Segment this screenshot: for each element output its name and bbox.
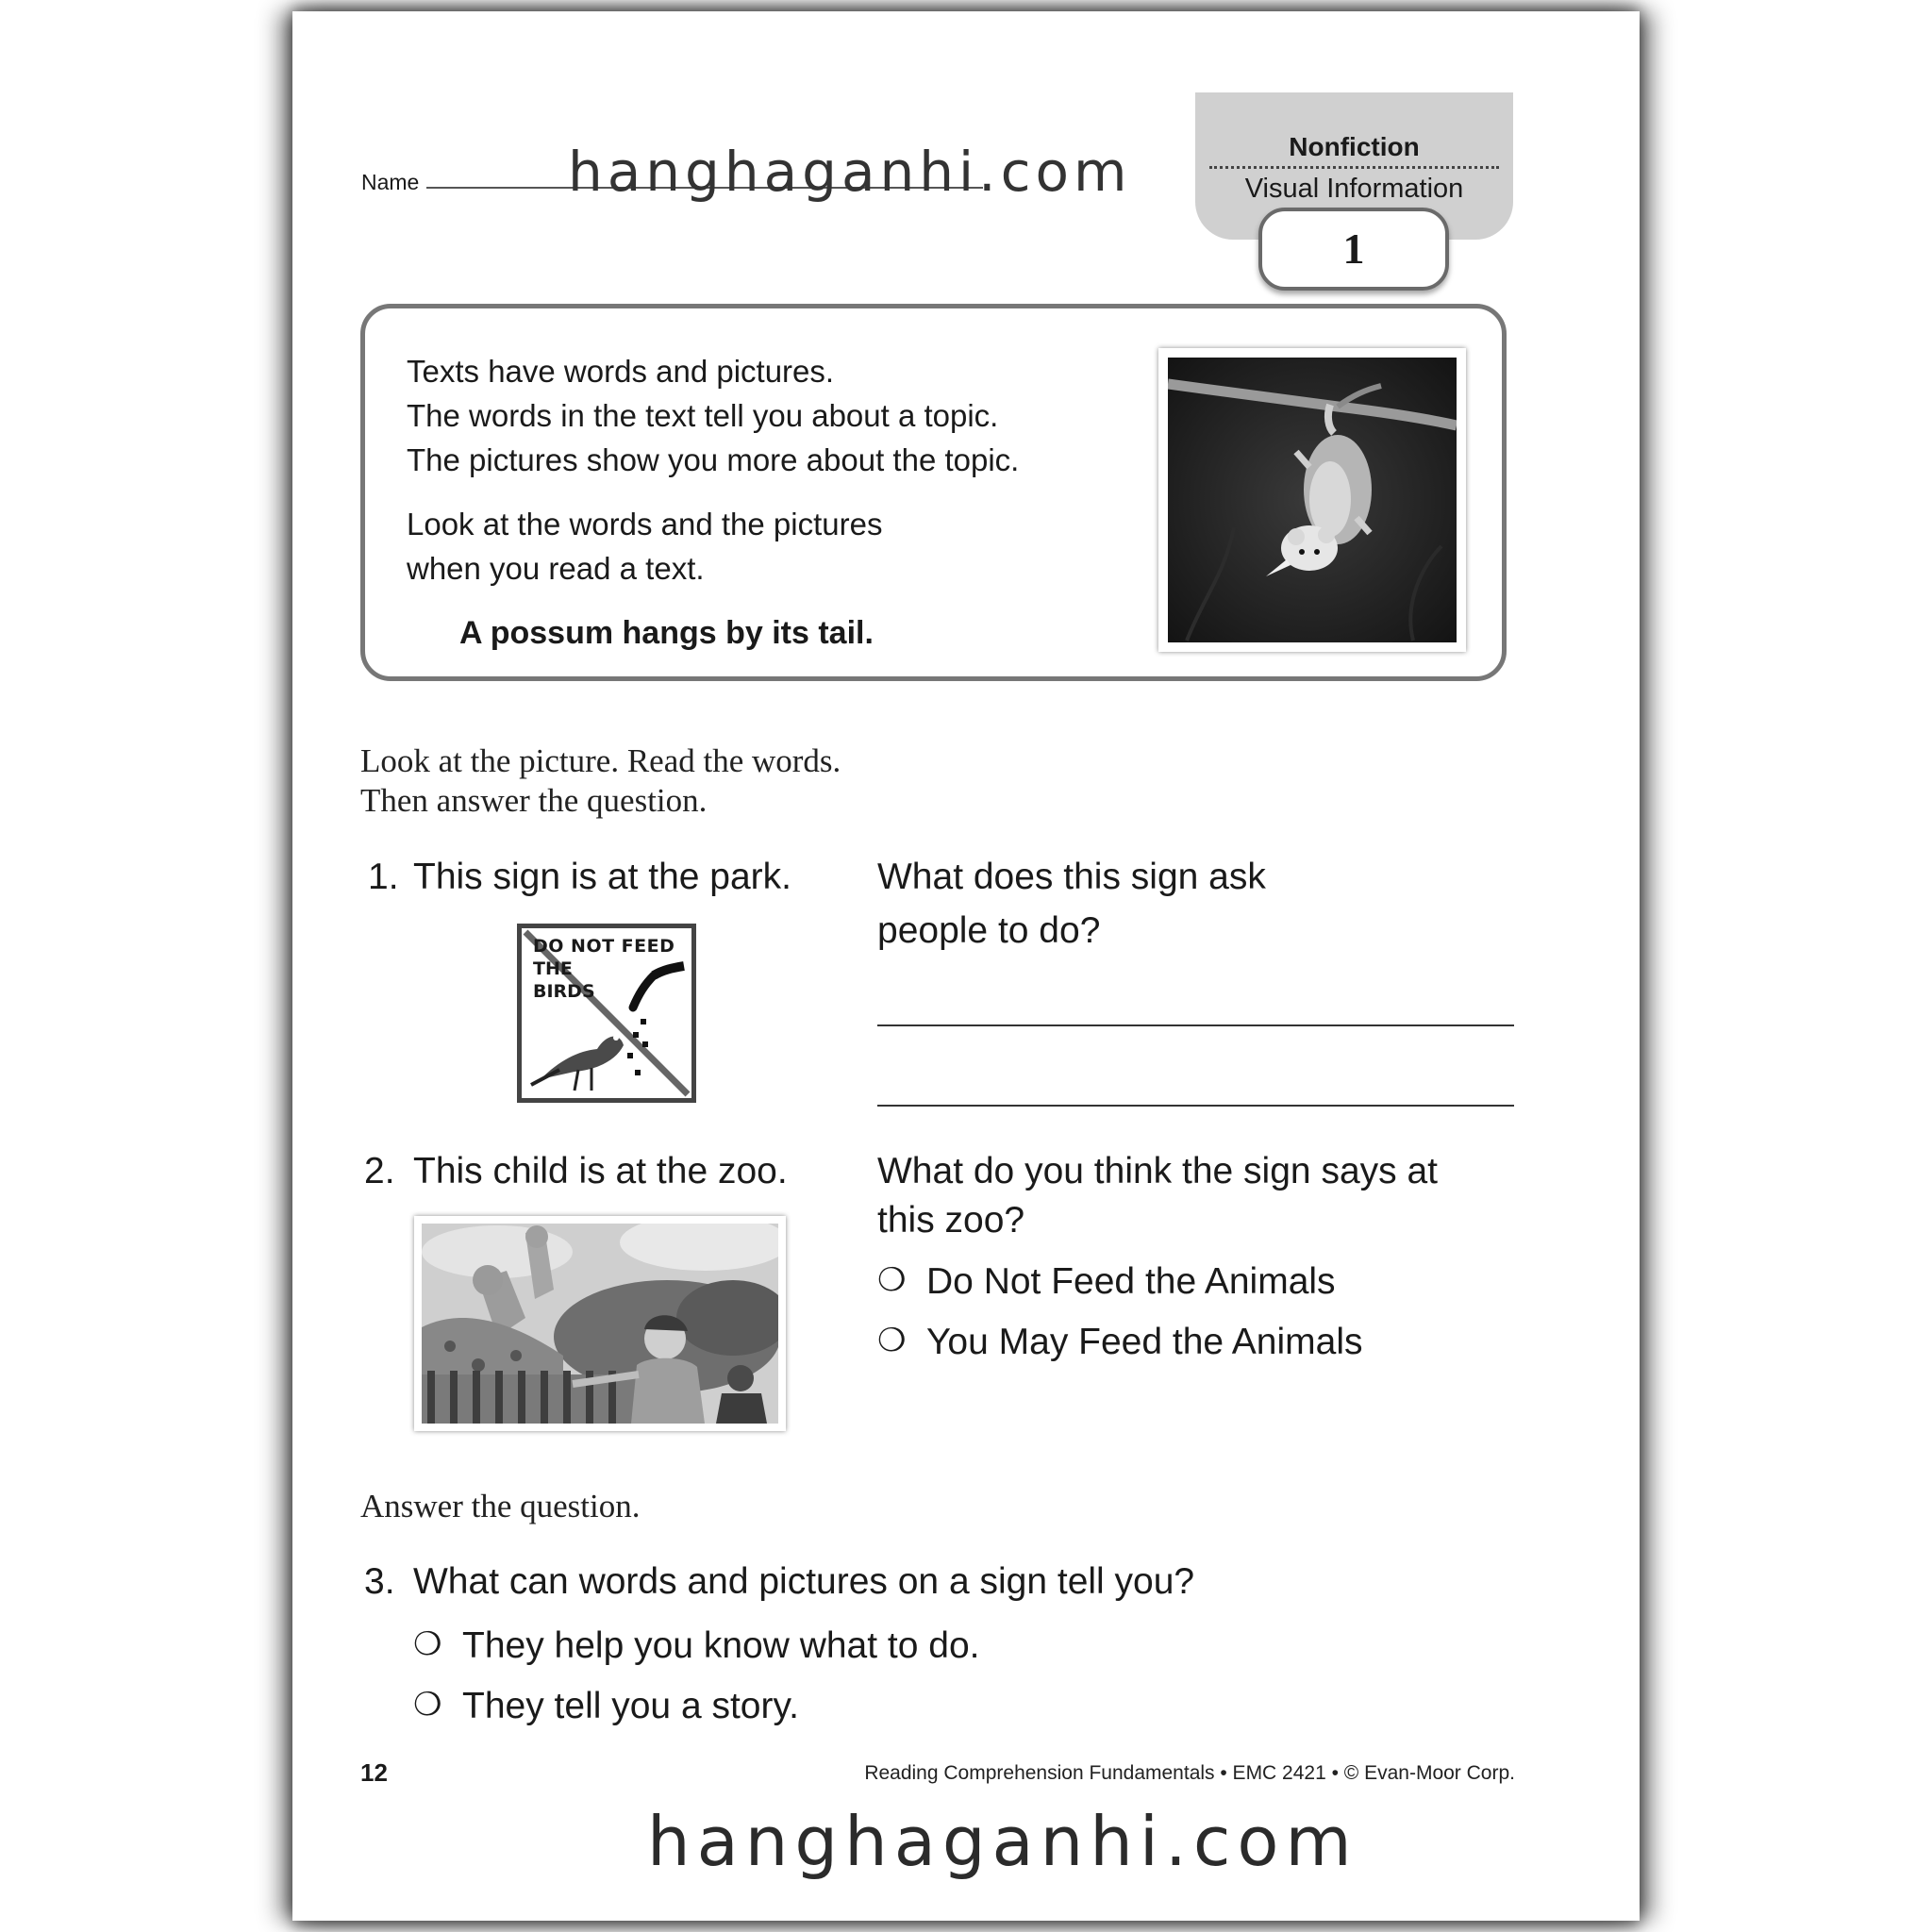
q2-prompt: This child is at the zoo. [413, 1151, 788, 1191]
q1-answer-line-2[interactable] [877, 1105, 1514, 1107]
intro-line-4: Look at the words and the pictures [407, 507, 883, 541]
footer-credit: Reading Comprehension Fundamentals • EMC 2421 • © Evan-Moor Corp. [864, 1762, 1515, 1784]
q3-number: 3. [364, 1561, 395, 1602]
q1-question-line-2: people to do? [877, 910, 1101, 951]
q2-question-line-1: What do you think the sign says at [877, 1151, 1438, 1191]
instruction-line-2: Then answer the question. [360, 782, 708, 819]
worksheet-page [292, 11, 1640, 1921]
possum-photo-frame [1158, 348, 1466, 652]
lesson-number-badge: 1 [1258, 208, 1449, 291]
q2-option-1-radio[interactable]: ❍ [877, 1262, 907, 1298]
intro-line-3: The pictures show you more about the topic. [407, 442, 1020, 477]
q1-number: 1. [368, 857, 399, 897]
tab-divider [1209, 166, 1499, 169]
q2-option-2-label: You May Feed the Animals [926, 1322, 1363, 1362]
category-title: Nonfiction [1289, 132, 1420, 161]
zoo-photo [422, 1224, 778, 1424]
q3-question: What can words and pictures on a sign tell you? [413, 1561, 1195, 1602]
watermark-top: hanghaganhi.com [568, 140, 1132, 204]
intro-line-5: when you read a text. [407, 551, 705, 586]
no-feeding-sign [517, 924, 696, 1103]
watermark-bottom: hanghaganhi.com [647, 1802, 1358, 1881]
zoo-photo-frame [414, 1216, 786, 1431]
intro-line-2: The words in the text tell you about a topic. [407, 398, 999, 433]
sign-text-line-1: DO NOT FEED [533, 936, 675, 957]
intro-caption: A possum hangs by its tail. [459, 615, 874, 651]
q3-option-2-radio[interactable]: ❍ [413, 1687, 442, 1723]
instruction-line-1: Look at the picture. Read the words. [360, 742, 841, 779]
q2-number: 2. [364, 1151, 395, 1191]
q2-option-1-label: Do Not Feed the Animals [926, 1261, 1336, 1302]
page-number: 12 [360, 1758, 388, 1787]
instruction-answer: Answer the question. [360, 1488, 641, 1524]
q3-option-2-label: They tell you a story. [462, 1686, 799, 1726]
q3-option-1-radio[interactable]: ❍ [413, 1626, 442, 1662]
sign-text-line-3: BIRDS [533, 981, 595, 1002]
q2-question-line-2: this zoo? [877, 1200, 1025, 1241]
sign-text-line-2: THE [533, 958, 573, 979]
q1-prompt: This sign is at the park. [413, 857, 792, 897]
possum-photo [1168, 358, 1457, 642]
category-subtitle: Visual Information [1244, 174, 1464, 204]
q3-option-1-label: They help you know what to do. [462, 1625, 980, 1666]
q2-option-2-radio[interactable]: ❍ [877, 1323, 907, 1358]
q1-question-line-1: What does this sign ask [877, 857, 1266, 897]
intro-line-1: Texts have words and pictures. [407, 354, 835, 389]
q1-answer-line-1[interactable] [877, 1024, 1514, 1026]
name-label: Name [361, 170, 420, 194]
